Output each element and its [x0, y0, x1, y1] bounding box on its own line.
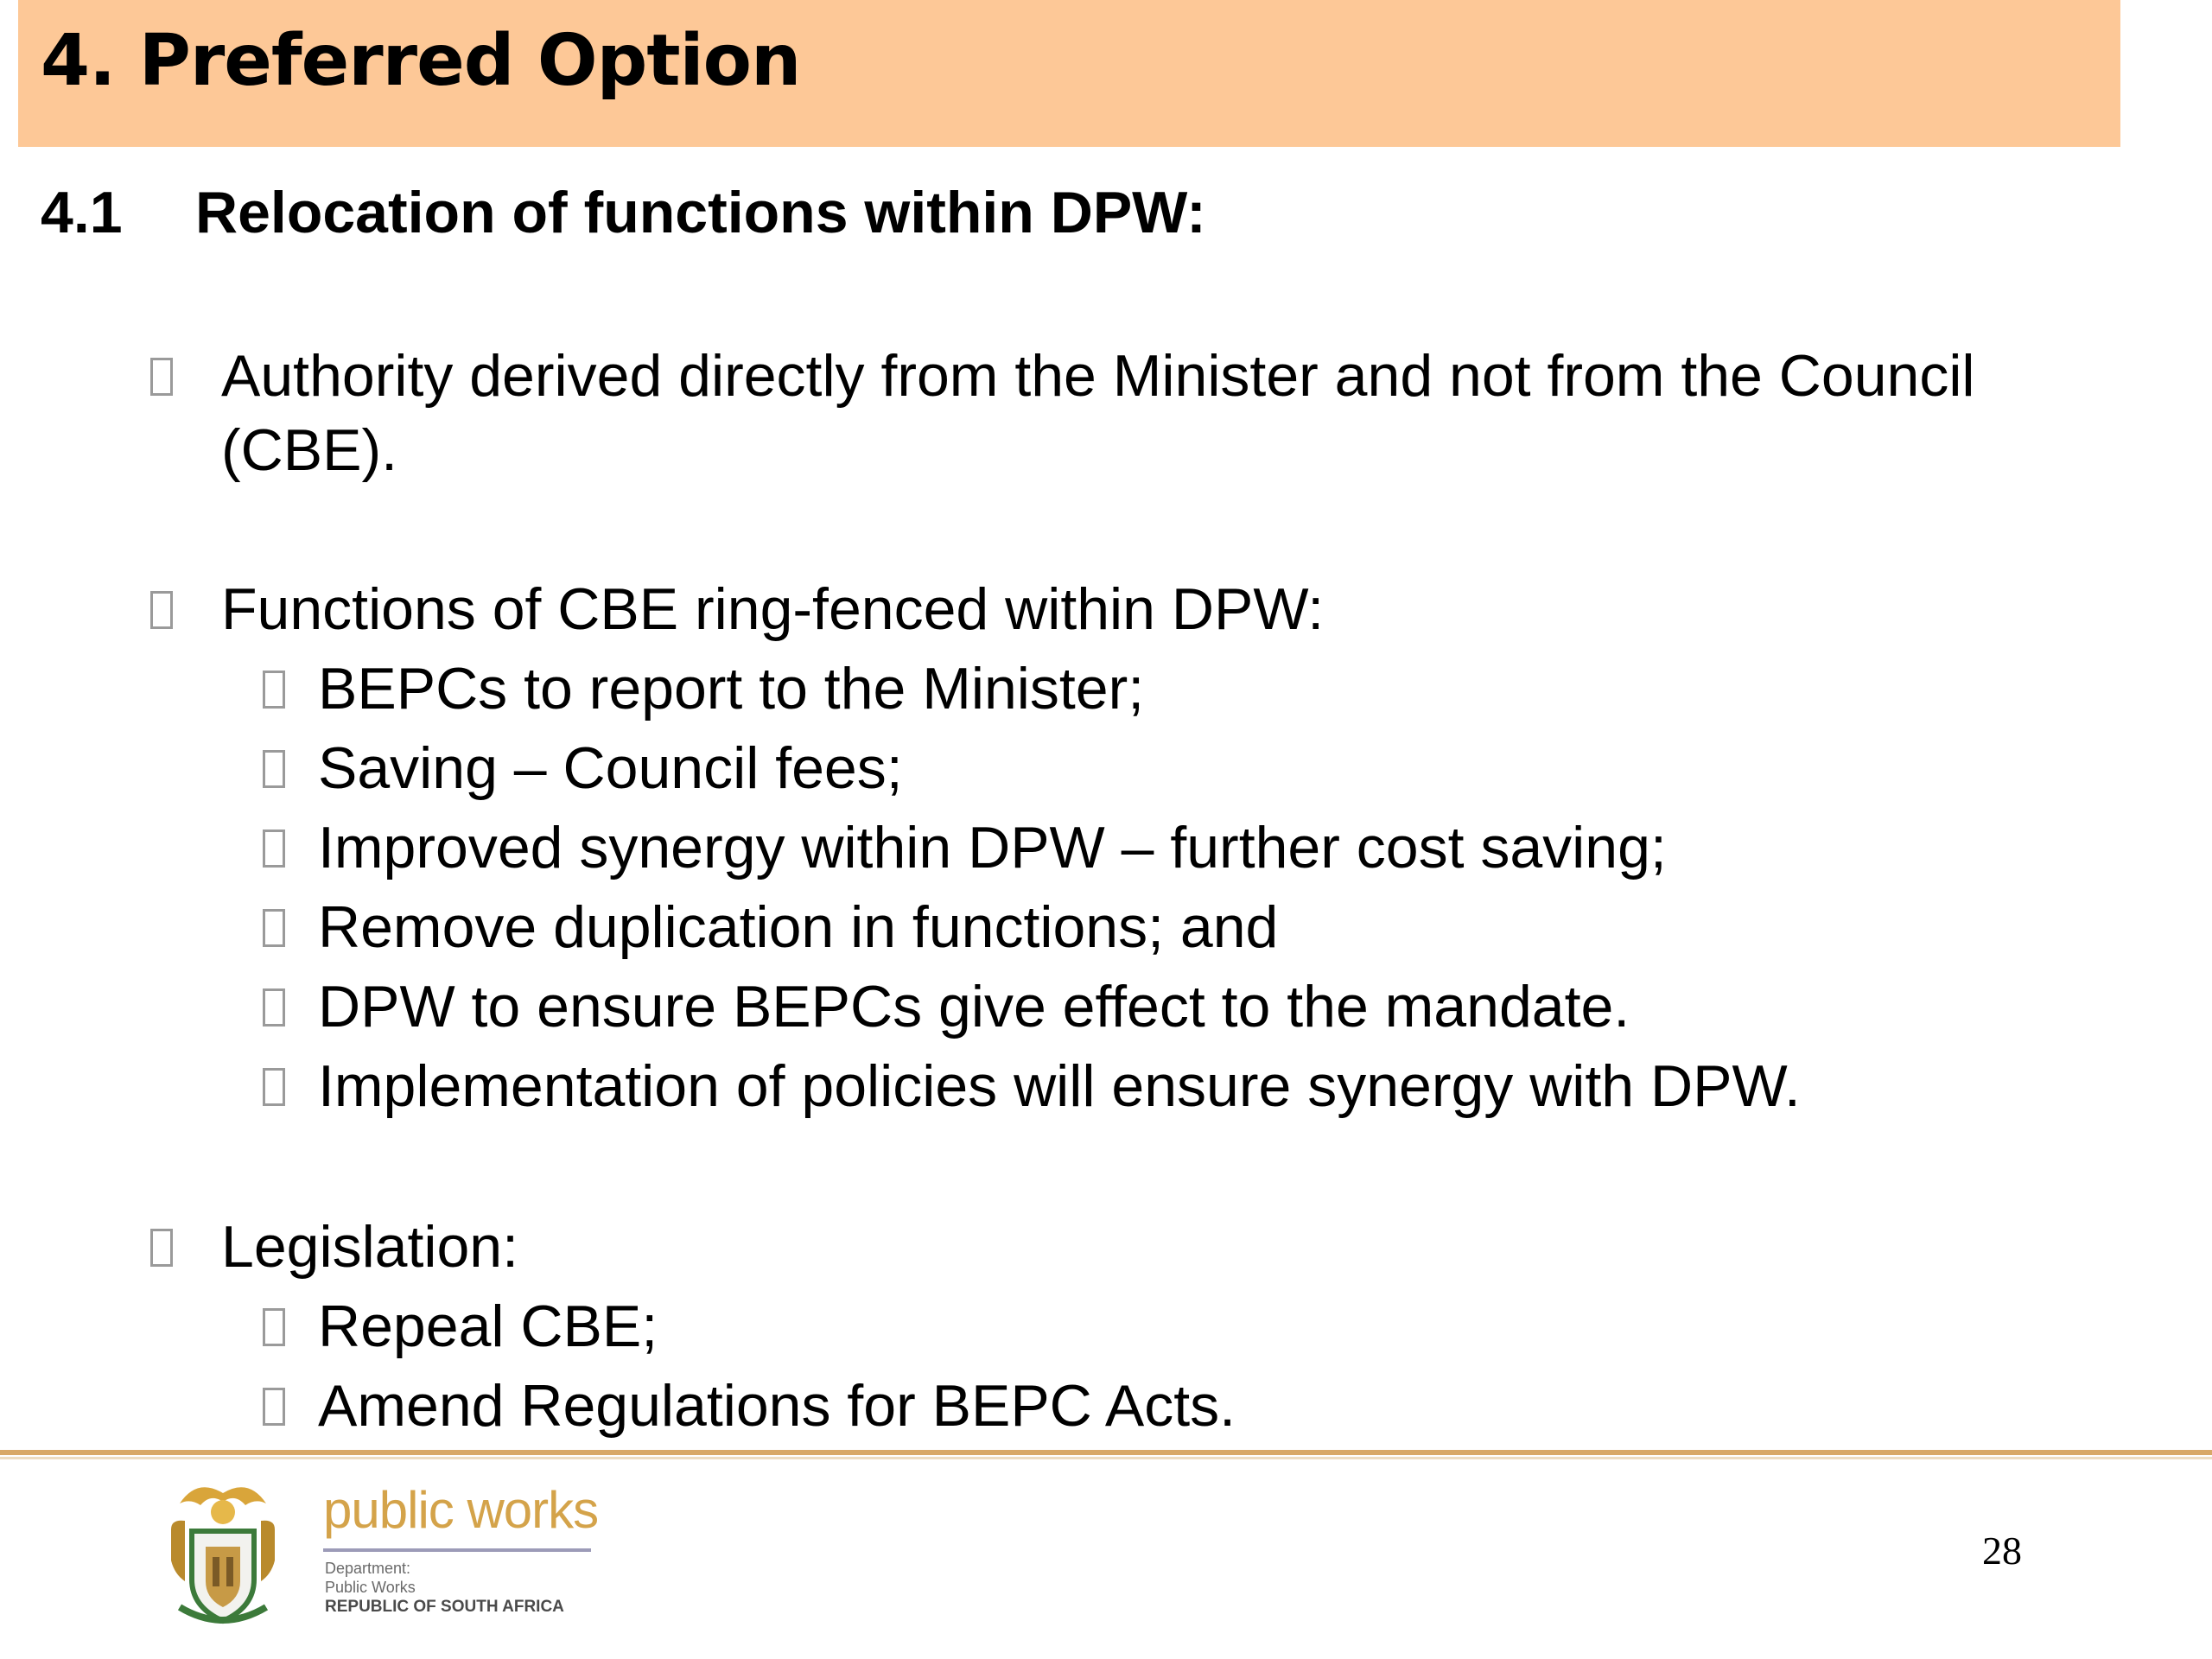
bullet-text-line2: (CBE). [221, 417, 397, 483]
bullet-box-icon [150, 1229, 173, 1267]
logo-wordmark: public works [323, 1481, 599, 1539]
sub-bullet-item [318, 652, 1144, 726]
section-heading [41, 180, 1206, 245]
sub-bullet-item [318, 1289, 658, 1363]
sub-bullet-item [318, 1369, 1236, 1443]
sub-bullet-text: Amend Regulations for BEPC Acts. [318, 1373, 1236, 1439]
bullet-text: Functions of CBE ring-fenced within DPW: [221, 576, 1325, 642]
public-works-logo [162, 1478, 629, 1633]
bullet-text-line1: Authority derived directly from the Minister and not from the Council [221, 343, 1975, 409]
bullet-box-icon [150, 358, 173, 396]
slide-title: 4. Preferred Option [41, 20, 801, 102]
bullet-box-icon [263, 671, 285, 709]
page-number: 28 [1982, 1529, 2022, 1573]
section-title: Relocation of functions within DPW: [195, 180, 1206, 245]
sub-bullet-item [318, 810, 1667, 885]
bullet-legislation [221, 1210, 518, 1284]
sub-bullet-item [318, 731, 903, 805]
logo-department: Department: [325, 1560, 411, 1577]
sub-bullet-text: Saving – Council fees; [318, 735, 903, 801]
sub-bullet-text: Repeal CBE; [318, 1294, 658, 1359]
bullet-functions [221, 572, 1324, 646]
section-number: 4.1 [41, 180, 123, 245]
bullet-box-icon [150, 591, 173, 629]
bullet-box-icon [263, 1388, 285, 1426]
logo-department-name: Public Works [325, 1579, 416, 1596]
sub-bullet-text: Improved synergy within DPW – further cost saving; [318, 815, 1667, 880]
bullet-box-icon [263, 988, 285, 1027]
bullet-box-icon [263, 750, 285, 788]
footer-divider-shadow [0, 1457, 2212, 1459]
bullet-box-icon [263, 1308, 285, 1346]
bullet-box-icon [263, 1068, 285, 1106]
logo-country: REPUBLIC OF SOUTH AFRICA [325, 1598, 564, 1616]
title-band [18, 0, 2120, 147]
sub-bullet-text: BEPCs to report to the Minister; [318, 656, 1145, 721]
sub-bullet-text: Implementation of policies will ensure synergy with DPW. [318, 1053, 1801, 1119]
bullet-authority [221, 339, 1975, 487]
bullet-box-icon [263, 830, 285, 868]
sub-bullet-item [318, 1049, 1801, 1123]
sub-bullet-item [318, 890, 1278, 964]
coat-of-arms-icon [162, 1478, 283, 1630]
bullet-text: Legislation: [221, 1214, 519, 1280]
logo-rule [323, 1548, 591, 1552]
sub-bullet-text: Remove duplication in functions; and [318, 894, 1279, 960]
sub-bullet-text: DPW to ensure BEPCs give effect to the mandate. [318, 974, 1630, 1039]
footer-divider [0, 1450, 2212, 1455]
bullet-box-icon [263, 909, 285, 947]
sub-bullet-item [318, 969, 1630, 1044]
